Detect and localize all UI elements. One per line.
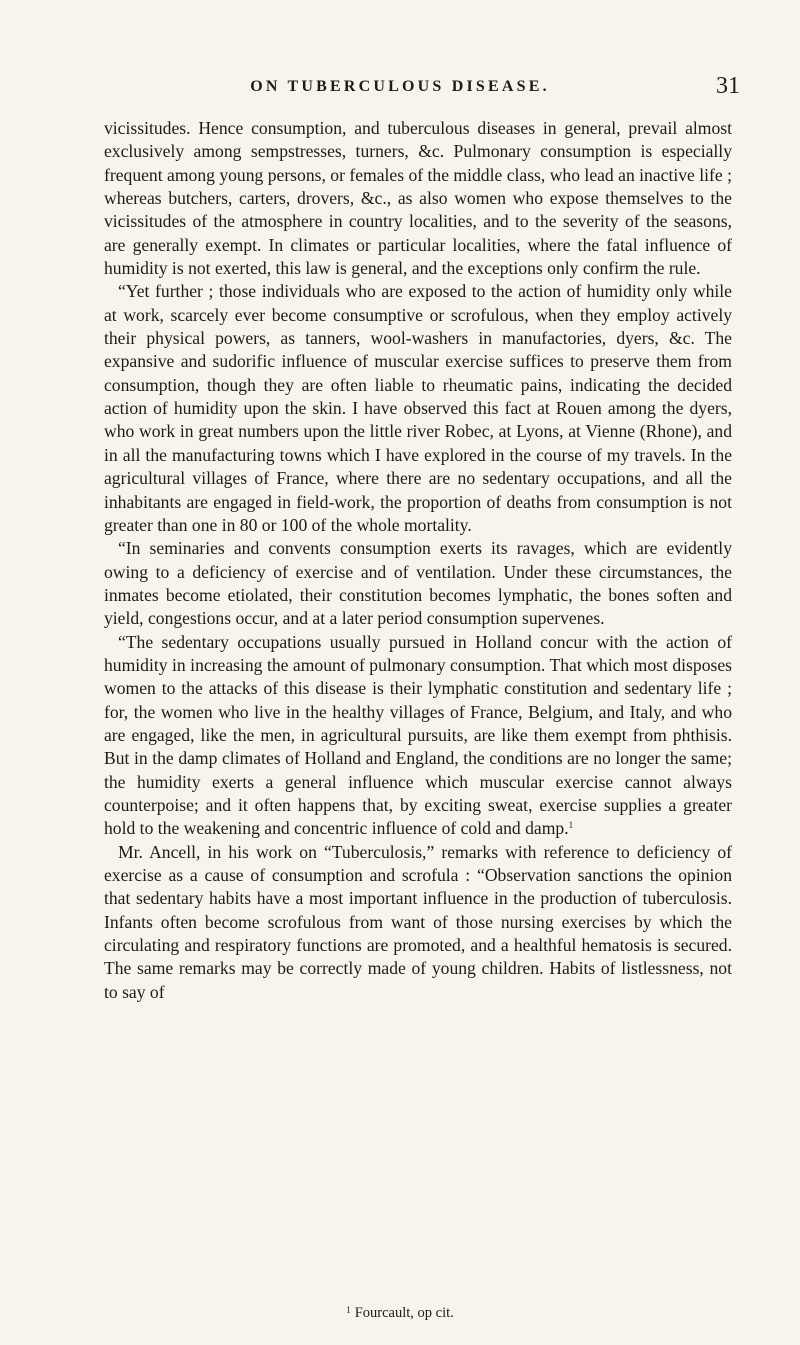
- body-text: [104, 117, 732, 1004]
- footnote-text: Fourcault, op cit.: [354, 1305, 454, 1321]
- footnote: [0, 1305, 800, 1322]
- page-number: 31: [716, 73, 740, 99]
- running-head: ON TUBERCULOUS DISEASE.: [250, 78, 550, 95]
- paragraph-5: Mr. Ancell, in his work on “Tuberculosis,” remarks with reference to deficiency of exercise as a cause of consumption and scrofula : “Observation sanctions the opinion that sedentary habits have a most important influence in the production of tuberculosis. Infants often become scrofulous from want of those nursing exercises by which the circulating and respiratory functions are promoted, and a healthful hematosis is secured. The same remarks may be correctly made of young children. Habits of listlessness, not to say of: [104, 841, 732, 1002]
- paragraph-4-text: “The sedentary occupations usually pursued in Holland concur with the action of humidity in increasing the amount of pulmonary consumption. That which most disposes women to the attacks of this disease is their lymphatic constitution and sedentary life ; for, the women who live in the healthy villages of France, Belgium, and Italy, and who are engaged, like the men, in agricultural pursuits, are like them exempt from phthisis. But in the damp climates of Holland and England, the conditions are no longer the same; the humidity exerts a general influence which muscular exercise cannot always counterpoise; and it often happens that, by exciting sweat, exercise supplies a greater hold to the weakening and concentric influence of cold and damp.: [104, 631, 732, 839]
- paragraph-1: vicissitudes. Hence consumption, and tuberculous diseases in general, prevail almost exclusively among sempstresses, turners, &c. Pulmonary consumption is especially frequent among young persons, or females of the middle class, who lead an inactive life ; whereas butchers, carters, drovers, &c., as also women who expose themselves to the vicissitudes of the atmosphere in country localities, and to the severity of the seasons, are generally exempt. In climates or particular localities, where the fatal influence of humidity is not exerted, this law is general, and the exceptions only confirm the rule.: [104, 118, 732, 279]
- footnote-reference[interactable]: 1: [568, 820, 574, 831]
- page-header: [0, 73, 800, 106]
- paragraph-4: [104, 631, 732, 841]
- paragraph-3: “In seminaries and convents consumption exerts its ravages, which are evidently owing to a deficiency of exercise and of ventilation. Under these circumstances, the inmates become etiolated, their constitution becomes lymphatic, the bones soften and yield, congestions occur, and at a later period consumption supervenes.: [104, 538, 732, 629]
- footnote-marker: 1: [346, 1305, 351, 1315]
- paragraph-2: “Yet further ; those individuals who are exposed to the action of humidity only while at work, scarcely ever become consumptive or scrofulous, when they employ actively their physical powers, as tanners, wool-washers in manufactories, dyers, &c. The expansive and sudorific influence of muscular exercise suffices to preserve them from consumption, though they are often liable to rheumatic pains, indicating the decided action of humidity upon the skin. I have observed this fact at Rouen among the dyers, who work in great numbers upon the little river Robec, at Lyons, at Vienne (Rhone), and in all the manufacturing towns which I have explored in the course of my travels. In the agricultural villages of France, where there are no sedentary occupations, and all the inhabitants are engaged in field-work, the proportion of deaths from consumption is not greater than one in 80 or 100 of the whole mortality.: [104, 281, 732, 535]
